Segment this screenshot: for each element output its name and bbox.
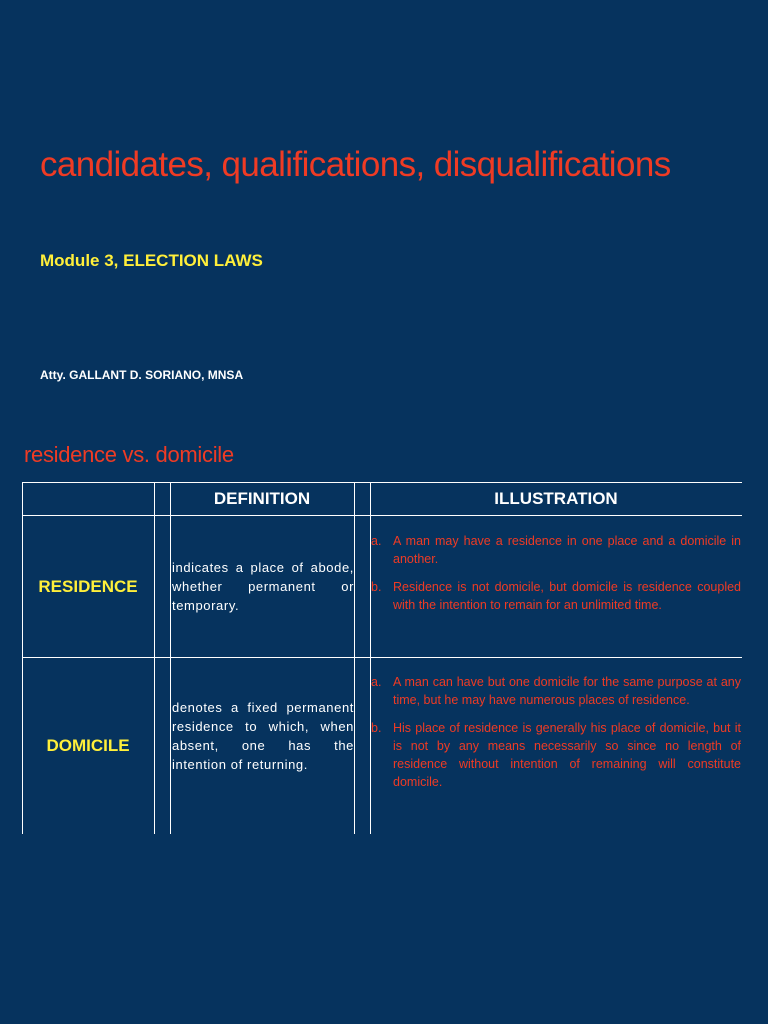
definition-domicile: denotes a fixed permanent residence to which, when absent, one has the intention of returning. bbox=[172, 700, 354, 772]
illustration-text: A man can have but one domicile for the same purpose at any time, but he may have numerous places of residence. bbox=[393, 675, 741, 707]
definition-residence: indicates a place of abode, whether permanent or temporary. bbox=[172, 560, 354, 613]
illustration-text: His place of residence is generally his place of domicile, but it is not by any means necessarily so since no length of residence without intention of remaining will constitute domicile. bbox=[393, 721, 741, 789]
illustration-list-domicile bbox=[371, 673, 741, 791]
illustration-item bbox=[371, 532, 741, 568]
illustration-item bbox=[371, 578, 741, 614]
list-marker: b. bbox=[371, 580, 382, 594]
illustration-text: A man may have a residence in one place and a domicile in another. bbox=[393, 534, 741, 566]
author-name: Atty. GALLANT D. SORIANO, MNSA bbox=[40, 368, 244, 382]
illustration-item bbox=[371, 673, 741, 709]
section-heading: residence vs. domicile bbox=[24, 442, 234, 467]
illustration-item bbox=[371, 719, 741, 791]
list-marker: b. bbox=[371, 721, 382, 735]
term-domicile: DOMICILE bbox=[46, 736, 130, 755]
illustration-text: Residence is not domicile, but domicile is residence coupled with the intention to remain for an unlimited time. bbox=[393, 580, 741, 612]
illustration-list-residence bbox=[371, 532, 741, 614]
term-residence: RESIDENCE bbox=[38, 576, 138, 596]
list-marker: a. bbox=[371, 534, 382, 548]
illustration-header: ILLUSTRATION bbox=[494, 489, 618, 508]
list-marker: a. bbox=[371, 675, 382, 689]
residence-domicile-table bbox=[22, 482, 742, 834]
slide-title: candidates, qualifications, disqualifications bbox=[40, 145, 671, 184]
module-subtitle: Module 3, ELECTION LAWS bbox=[40, 251, 263, 270]
column-divider bbox=[354, 482, 355, 834]
definition-header: DEFINITION bbox=[213, 489, 311, 508]
column-divider bbox=[154, 482, 155, 834]
column-divider bbox=[170, 482, 171, 834]
